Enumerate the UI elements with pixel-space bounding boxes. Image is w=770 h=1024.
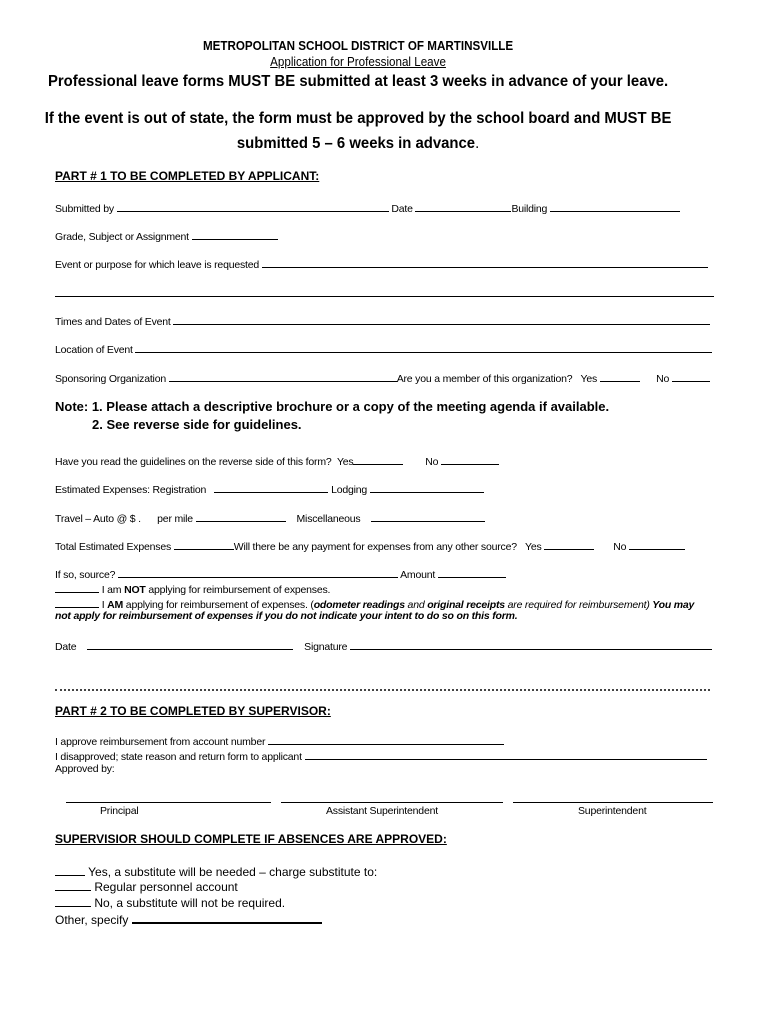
total-label: Total Estimated Expenses	[55, 541, 172, 553]
approve-label: I approve reimbursement from account number	[55, 736, 266, 748]
disapprove-label: I disapproved; state reason and return form to applicant	[55, 751, 302, 763]
applying-text-h: You may	[649, 599, 695, 611]
grade-row	[55, 229, 278, 243]
date-label: Date	[391, 203, 413, 215]
part1-heading: PART # 1 TO BE COMPLETED BY APPLICANT:	[55, 169, 320, 183]
asst-super-label: Assistant Superintendent	[326, 805, 438, 817]
times-field[interactable]	[173, 314, 710, 325]
absence-opt1-label: Yes, a substitute will be needed – charge substitute to:	[88, 865, 378, 879]
location-row	[55, 342, 712, 356]
absence-other-row	[55, 912, 322, 926]
event-field-line2[interactable]	[55, 286, 714, 297]
building-label: Building	[511, 203, 548, 215]
district-name: METROPOLITAN SCHOOL DISTRICT OF MARTINSVILLE	[202, 39, 514, 53]
applying-check[interactable]	[55, 597, 99, 608]
payment-no-label: No	[613, 541, 627, 553]
source-label: If so, source?	[55, 569, 116, 581]
member-no-field[interactable]	[672, 371, 710, 382]
approved-by-label: Approved by:	[55, 763, 115, 775]
member-no-label: No	[656, 373, 670, 385]
lodging-field[interactable]	[370, 482, 484, 493]
notice-out-of-state: If the event is out of state, the form must be approved by the school board and MUST BE	[44, 110, 672, 127]
principal-label: Principal	[100, 805, 139, 817]
absence-opt2-check[interactable]	[55, 880, 91, 891]
guidelines-row	[55, 454, 499, 468]
applying-text-f: original receipts	[427, 599, 505, 611]
applying-text-b: AM	[107, 599, 124, 611]
misc-field[interactable]	[371, 511, 485, 522]
building-field[interactable]	[550, 201, 680, 212]
sponsoring-field[interactable]	[169, 371, 397, 382]
date-field[interactable]	[415, 201, 511, 212]
applying-row	[55, 597, 694, 611]
not-applying-text-a: I am	[101, 584, 125, 596]
applying-text-e: and	[404, 599, 428, 611]
event-row	[55, 257, 708, 271]
section-divider	[55, 689, 710, 691]
not-applying-row	[55, 582, 330, 596]
member-yes-field[interactable]	[600, 371, 640, 382]
source-row	[55, 567, 506, 581]
payment-no-field[interactable]	[629, 539, 685, 550]
guidelines-no-field[interactable]	[441, 454, 499, 465]
per-mile-field[interactable]	[196, 511, 286, 522]
guidelines-question: Have you read the guidelines on the reverse side of this form?	[55, 456, 332, 468]
note-line1: Note: 1. Please attach a descriptive brochure or a copy of the meeting agenda if available.	[55, 399, 610, 414]
signature-label: Signature	[304, 641, 348, 653]
absence-opt1-check[interactable]	[55, 865, 85, 876]
applying-text-c: applying for reimbursement of expenses. (	[123, 599, 314, 611]
member-question: Are you a member of this organization?	[396, 373, 573, 385]
submitted-by-row	[55, 201, 680, 215]
absence-opt2-row	[55, 880, 238, 893]
registration-row	[55, 482, 484, 496]
times-row	[55, 314, 710, 328]
approve-row	[55, 734, 504, 748]
absence-heading: SUPERVISIOR SHOULD COMPLETE IF ABSENCES ARE APPROVED:	[55, 832, 447, 846]
absence-other-field[interactable]	[132, 912, 322, 924]
travel-label: Travel – Auto @ $ .	[55, 513, 141, 525]
payment-yes-label: Yes	[525, 541, 542, 553]
super-label: Superintendent	[578, 805, 647, 817]
absence-opt1-row	[55, 865, 377, 878]
registration-field[interactable]	[214, 482, 328, 493]
travel-row	[55, 511, 485, 525]
times-label: Times and Dates of Event	[55, 316, 171, 328]
disapprove-row	[55, 749, 707, 763]
submitted-by-field[interactable]	[117, 201, 389, 212]
absence-opt2-label: Regular personnel account	[94, 880, 238, 894]
location-label: Location of Event	[55, 344, 133, 356]
guidelines-yes-field[interactable]	[353, 454, 403, 465]
sign-date-label: Date	[55, 641, 77, 653]
event-label: Event or purpose for which leave is requested	[55, 259, 260, 271]
super-signature-line[interactable]	[513, 792, 713, 803]
amount-label: Amount	[400, 569, 436, 581]
disapprove-reason-field[interactable]	[305, 749, 707, 760]
not-applying-check[interactable]	[55, 582, 99, 593]
event-field[interactable]	[262, 257, 708, 268]
payment-yes-field[interactable]	[544, 539, 594, 550]
asst-super-signature-line[interactable]	[281, 792, 503, 803]
part2-heading: PART # 2 TO BE COMPLETED BY SUPERVISOR:	[55, 704, 331, 718]
absence-opt3-check[interactable]	[55, 896, 91, 907]
guidelines-yes-label: Yes	[336, 456, 354, 468]
total-row	[55, 539, 685, 553]
submitted-by-label: Submitted by	[55, 203, 114, 215]
signature-field[interactable]	[350, 639, 712, 650]
not-applying-text-b: NOT	[124, 584, 146, 596]
amount-field[interactable]	[438, 567, 506, 578]
grade-label: Grade, Subject or Assignment	[55, 231, 189, 243]
sponsoring-label: Sponsoring Organization	[55, 373, 166, 385]
sign-date-field[interactable]	[87, 639, 293, 650]
note-line2: 2. See reverse side for guidelines.	[92, 417, 302, 432]
absence-opt3-row	[55, 896, 285, 909]
member-yes-label: Yes	[580, 373, 598, 385]
applying-text-g: are required for reimbursement)	[504, 599, 650, 611]
signature-row	[55, 639, 712, 653]
source-field[interactable]	[118, 567, 398, 578]
form-title: Application for Professional Leave	[270, 55, 446, 69]
applying-text-a: I	[101, 599, 108, 611]
lodging-label: Lodging	[331, 484, 368, 496]
sponsoring-row	[55, 371, 710, 385]
applying-line2: not apply for reimbursement of expenses if you do not indicate your intent to do so on this form.	[55, 610, 518, 622]
registration-label: Estimated Expenses: Registration	[55, 484, 207, 496]
payment-question: Will there be any payment for expenses from any other source?	[233, 541, 517, 553]
total-field[interactable]	[174, 539, 234, 550]
grade-field[interactable]	[192, 229, 278, 240]
per-mile-label: per mile	[157, 513, 193, 525]
location-field[interactable]	[135, 342, 712, 353]
principal-signature-line[interactable]	[66, 792, 271, 803]
absence-opt3-label: No, a substitute will not be required.	[94, 896, 286, 910]
notice-out-of-state-cont: submitted 5 – 6 weeks in advance.	[236, 135, 480, 152]
guidelines-no-label: No	[425, 456, 439, 468]
not-applying-text-c: applying for reimbursement of expenses.	[145, 584, 331, 596]
misc-label: Miscellaneous	[296, 513, 361, 525]
notice-three-weeks: Professional leave forms MUST BE submitted at least 3 weeks in advance of your leave.	[47, 73, 669, 90]
account-number-field[interactable]	[268, 734, 504, 745]
applying-text-d: odometer readings	[313, 599, 405, 611]
absence-other-label: Other, specify	[55, 913, 129, 927]
